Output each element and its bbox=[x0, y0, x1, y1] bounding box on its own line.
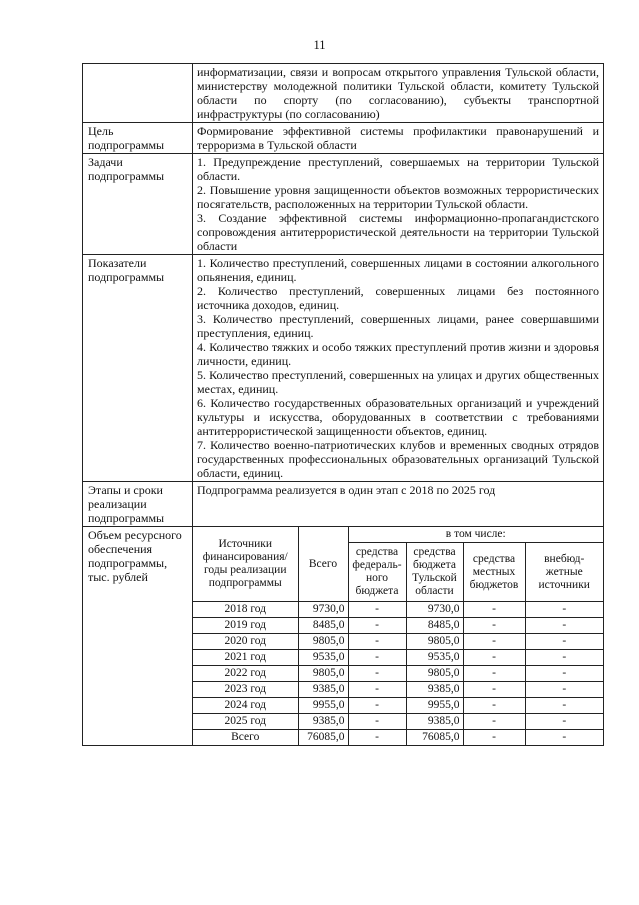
indicators-row bbox=[83, 255, 604, 482]
tasks-list bbox=[193, 154, 604, 255]
list-item: 1. Предупреждение преступлений, совершаемых на территории Тульской области. bbox=[197, 155, 599, 183]
list-item: 1. Количество преступлений, совершенных лицами в состоянии алкогольного опьянения, единиц. bbox=[197, 256, 599, 284]
cell-regional: 9955,0 bbox=[406, 698, 463, 714]
cell-extra: - bbox=[525, 650, 603, 666]
list-item: 3. Создание эффективной системы информационно-пропагандистского сопровождения антитеррористической деятельности на территории Тульской области bbox=[197, 211, 599, 253]
cell-federal: - bbox=[348, 618, 406, 634]
cell-regional: 9805,0 bbox=[406, 666, 463, 682]
goal-text: Формирование эффективной системы профилактики правонарушений и терроризма в Тульской области bbox=[193, 123, 604, 154]
cell-total: 9805,0 bbox=[298, 634, 348, 650]
cell-extra: - bbox=[525, 602, 603, 618]
cell-local: - bbox=[463, 714, 525, 730]
cell-year: 2024 год bbox=[193, 698, 298, 714]
continuation-label bbox=[83, 64, 193, 123]
cell-local: - bbox=[463, 666, 525, 682]
goal-row bbox=[83, 123, 604, 154]
cell-local: - bbox=[463, 730, 525, 746]
cell-year: 2021 год bbox=[193, 650, 298, 666]
page-number: 11 bbox=[313, 38, 326, 52]
stages-label: Этапы и сроки реализации подпрограммы bbox=[83, 482, 193, 527]
cell-extra: - bbox=[525, 666, 603, 682]
cell-extra: - bbox=[525, 682, 603, 698]
indicators-list bbox=[193, 255, 604, 482]
table-row bbox=[193, 618, 603, 634]
cell-regional: 8485,0 bbox=[406, 618, 463, 634]
cell-extra: - bbox=[525, 618, 603, 634]
cell-year: 2019 год bbox=[193, 618, 298, 634]
cell-total: 9535,0 bbox=[298, 650, 348, 666]
table-row bbox=[193, 714, 603, 730]
cell-federal: - bbox=[348, 714, 406, 730]
header-regional: средства бюджета Тульской области bbox=[406, 543, 463, 602]
cell-local: - bbox=[463, 698, 525, 714]
cell-regional: 76085,0 bbox=[406, 730, 463, 746]
header-local: средства местных бюджетов bbox=[463, 543, 525, 602]
cell-federal: - bbox=[348, 602, 406, 618]
stages-text: Подпрограмма реализуется в один этап с 2018 по 2025 год bbox=[193, 482, 604, 527]
cell-federal: - bbox=[348, 730, 406, 746]
cell-local: - bbox=[463, 682, 525, 698]
cell-local: - bbox=[463, 618, 525, 634]
cell-year: 2023 год bbox=[193, 682, 298, 698]
cell-extra: - bbox=[525, 730, 603, 746]
cell-total: 76085,0 bbox=[298, 730, 348, 746]
indicators-label: Показатели подпрограммы bbox=[83, 255, 193, 482]
header-total: Всего bbox=[298, 527, 348, 602]
table-row bbox=[193, 682, 603, 698]
cell-year: 2020 год bbox=[193, 634, 298, 650]
cell-federal: - bbox=[348, 634, 406, 650]
cell-extra: - bbox=[525, 698, 603, 714]
tasks-row bbox=[83, 154, 604, 255]
cell-federal: - bbox=[348, 650, 406, 666]
table-row bbox=[193, 730, 603, 746]
cell-local: - bbox=[463, 650, 525, 666]
cell-federal: - bbox=[348, 698, 406, 714]
cell-year: 2025 год bbox=[193, 714, 298, 730]
cell-total: 9385,0 bbox=[298, 682, 348, 698]
cell-local: - bbox=[463, 634, 525, 650]
list-item: 6. Количество государственных образовательных организаций и учреждений культуры и искусства, оборудованных в соответствии с требованиями антитеррористической защищенности объектов, единиц. bbox=[197, 396, 599, 438]
table-row bbox=[193, 650, 603, 666]
list-item: 7. Количество военно-патриотических клубов и временных сводных отрядов государственных профессиональных образовательных организаций Тульской области, единиц. bbox=[197, 438, 599, 480]
stages-row bbox=[83, 482, 604, 527]
tasks-label: Задачи подпрограммы bbox=[83, 154, 193, 255]
cell-extra: - bbox=[525, 714, 603, 730]
list-item: 5. Количество преступлений, совершенных на улицах и других общественных местах, единиц. bbox=[197, 368, 599, 396]
list-item: 2. Количество преступлений, совершенных лицами без постоянного источника доходов, единиц. bbox=[197, 284, 599, 312]
cell-year: 2022 год bbox=[193, 666, 298, 682]
table-row bbox=[193, 666, 603, 682]
passport-table bbox=[82, 63, 604, 746]
continuation-text: информатизации, связи и вопросам открытого управления Тульской области, министерству молодежной политики Тульской области, комитету Тульской области по спорту (по согласованию), субъекты транспортной инфраструктуры (по согласованию) bbox=[193, 64, 604, 123]
cell-regional: 9385,0 bbox=[406, 682, 463, 698]
cell-regional: 9730,0 bbox=[406, 602, 463, 618]
cell-year: Всего bbox=[193, 730, 298, 746]
cell-extra: - bbox=[525, 634, 603, 650]
list-item: 3. Количество преступлений, совершенных лицами, ранее совершавшими преступления, единиц. bbox=[197, 312, 599, 340]
cell-total: 9730,0 bbox=[298, 602, 348, 618]
header-including: в том числе: bbox=[348, 527, 603, 543]
cell-regional: 9535,0 bbox=[406, 650, 463, 666]
funding-label: Объем ресурсного обеспечения подпрограммы, тыс. рублей bbox=[83, 527, 193, 746]
header-sources: Источники финансирования/ годы реализации подпрограммы bbox=[193, 527, 298, 602]
list-item: 4. Количество тяжких и особо тяжких преступлений против жизни и здоровья личности, единиц. bbox=[197, 340, 599, 368]
cell-total: 8485,0 bbox=[298, 618, 348, 634]
cell-local: - bbox=[463, 602, 525, 618]
continuation-row bbox=[83, 64, 604, 123]
funding-table bbox=[193, 527, 603, 745]
goal-label: Цель подпрограммы bbox=[83, 123, 193, 154]
table-row bbox=[193, 698, 603, 714]
cell-federal: - bbox=[348, 666, 406, 682]
header-extra: внебюд-жетные источники bbox=[525, 543, 603, 602]
table-row bbox=[193, 634, 603, 650]
cell-federal: - bbox=[348, 682, 406, 698]
funding-row bbox=[83, 527, 604, 746]
funding-cell bbox=[193, 527, 604, 746]
list-item: 2. Повышение уровня защищенности объектов возможных террористических посягательств, расположенных на территории Тульской области. bbox=[197, 183, 599, 211]
cell-year: 2018 год bbox=[193, 602, 298, 618]
cell-regional: 9385,0 bbox=[406, 714, 463, 730]
cell-regional: 9805,0 bbox=[406, 634, 463, 650]
cell-total: 9955,0 bbox=[298, 698, 348, 714]
header-federal: средства федераль-ного бюджета bbox=[348, 543, 406, 602]
table-row bbox=[193, 602, 603, 618]
cell-total: 9385,0 bbox=[298, 714, 348, 730]
cell-total: 9805,0 bbox=[298, 666, 348, 682]
